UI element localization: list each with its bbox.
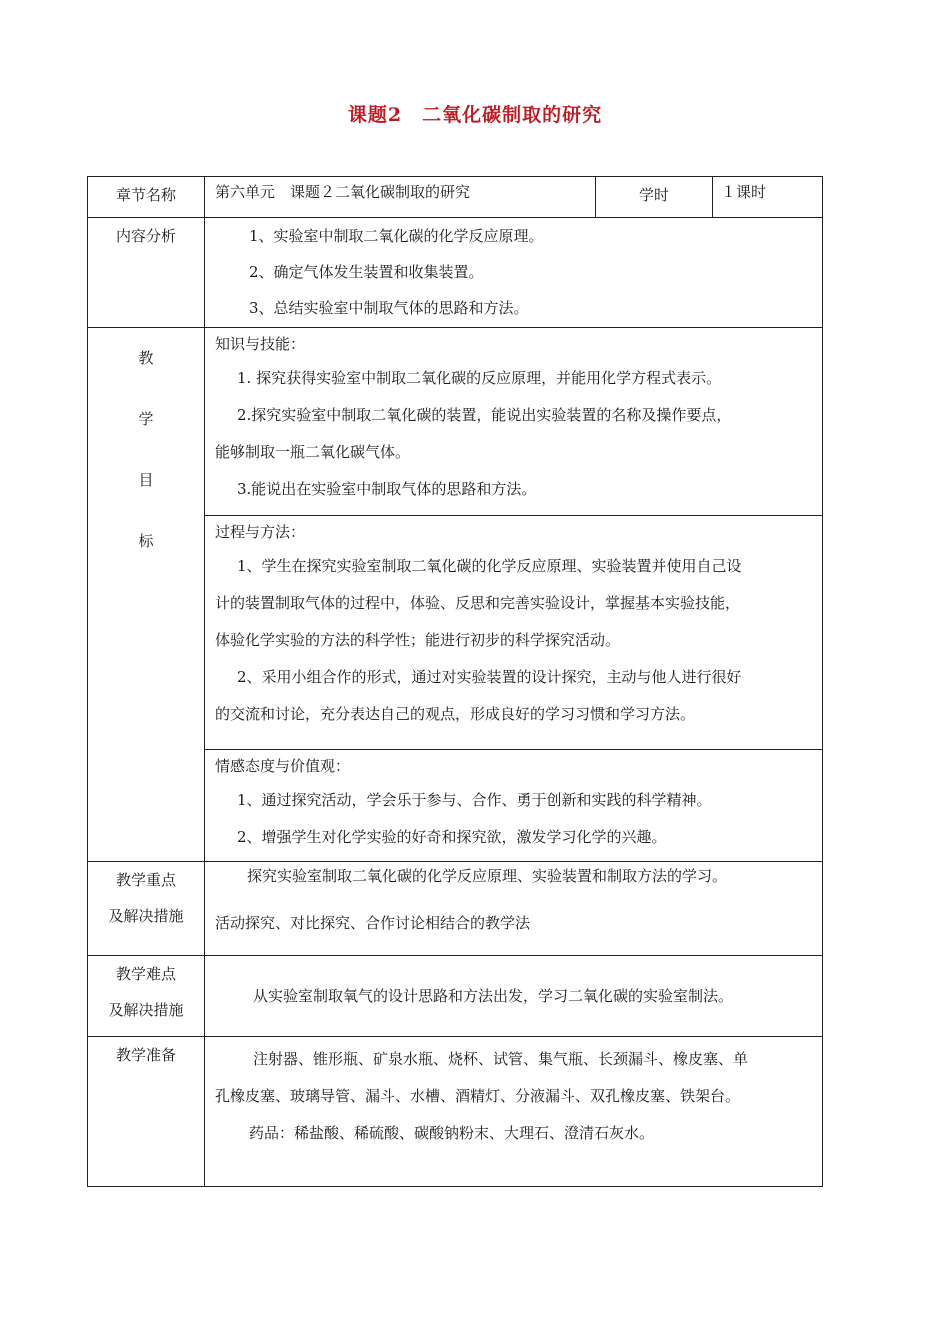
- keypoints-label-line-2: 及解决措施: [108, 907, 184, 925]
- hours-value-text: １课时: [721, 183, 767, 201]
- keypoints-label: [88, 862, 205, 956]
- preparation-line-1: 注射器、锥形瓶、矿泉水瓶、烧杯、试管、集气瓶、长颈漏斗、橡皮塞、单: [253, 1050, 749, 1068]
- chapter-row: [88, 177, 823, 218]
- attitude-item-1: 1、通过探究活动，学会乐于参与、合作、勇于创新和实践的科学精神。: [237, 791, 712, 809]
- lesson-plan-table: [87, 176, 823, 1187]
- knowledge-item-2b: 能够制取一瓶二氧化碳气体。: [215, 443, 411, 461]
- process-item-1b: 计的装置制取气体的过程中，体验、反思和完善实验设计，掌握基本实验技能，: [215, 594, 741, 612]
- process-cell: [205, 516, 823, 750]
- goals-label-char-4: 标: [138, 532, 154, 550]
- keypoints-row: [88, 862, 823, 956]
- goals-knowledge-row: [88, 328, 823, 516]
- process-item-1a: 1、学生在探究实验室制取二氧化碳的化学反应原理、实验装置并使用自己设: [237, 557, 742, 575]
- knowledge-cell: [205, 328, 823, 516]
- preparation-label: 教学准备: [88, 1037, 205, 1187]
- knowledge-heading: 知识与技能：: [215, 335, 306, 353]
- difficulties-line-1: 从实验室制取氧气的设计思路和方法出发，学习二氧化碳的实验室制法。: [253, 986, 734, 1005]
- content-item-3: 3、总结实验室中制取气体的思路和方法。: [249, 299, 529, 317]
- attitude-item-2: 2、增强学生对化学实验的好奇和探究欲，激发学习化学的兴趣。: [237, 828, 667, 846]
- difficulties-label-line-2: 及解决措施: [108, 1001, 184, 1019]
- content-item-2: 2、确定气体发生装置和收集装置。: [249, 263, 484, 281]
- attitude-cell: [205, 750, 823, 862]
- content-label: 内容分析: [88, 218, 205, 328]
- chapter-value-text: 第六单元 课题２二氧化碳制取的研究: [215, 183, 471, 201]
- process-item-2b: 的交流和讨论，充分表达自己的观点，形成良好的学习习惯和学习方法。: [215, 705, 696, 723]
- content-row: [88, 218, 823, 328]
- preparation-line-3: 药品：稀盐酸、稀硫酸、碳酸钠粉末、大理石、澄清石灰水。: [249, 1124, 655, 1142]
- process-heading: 过程与方法：: [215, 523, 306, 541]
- attitude-heading: 情感态度与价值观：: [215, 757, 351, 775]
- knowledge-item-1: 1. 探究获得实验室中制取二氧化碳的反应原理，并能用化学方程式表示。: [237, 369, 722, 387]
- goals-label-char-3: 目: [138, 471, 154, 489]
- content-item-1: 1、实验室中制取二氧化碳的化学反应原理。: [249, 227, 544, 245]
- difficulties-label-line-1: 教学难点: [115, 965, 176, 983]
- chapter-label: 章节名称: [88, 177, 205, 218]
- content-cell: [205, 218, 823, 328]
- difficulties-cell: [205, 956, 823, 1037]
- process-item-1c: 体验化学实验的方法的科学性；能进行初步的科学探究活动。: [215, 631, 621, 649]
- keypoints-cell: [205, 862, 823, 956]
- goals-label-char-1: 教: [138, 349, 154, 367]
- page-title: 课题2 二氧化碳制取的研究: [347, 104, 603, 126]
- keypoints-line-1: 探究实验室制取二氧化碳的化学反应原理、实验装置和制取方法的学习。: [247, 867, 728, 885]
- goals-label-char-2: 学: [138, 410, 154, 428]
- keypoints-label-line-1: 教学重点: [115, 871, 176, 889]
- difficulties-row: [88, 956, 823, 1037]
- process-item-2a: 2、采用小组合作的形式，通过对实验装置的设计探究，主动与他人进行很好: [237, 668, 742, 686]
- preparation-row: [88, 1037, 823, 1187]
- knowledge-item-3: 3.能说出在实验室中制取气体的思路和方法。: [237, 480, 537, 498]
- goals-label: [88, 328, 205, 862]
- preparation-cell: [205, 1037, 823, 1187]
- hours-label: 学时: [596, 177, 713, 218]
- knowledge-item-2a: 2.探究实验室中制取二氧化碳的装置，能说出实验装置的名称及操作要点，: [237, 406, 732, 424]
- hours-value: [713, 177, 823, 218]
- preparation-line-2: 孔橡皮塞、玻璃导管、漏斗、水槽、酒精灯、分液漏斗、双孔橡皮塞、铁架台。: [215, 1087, 741, 1105]
- keypoints-line-2: 活动探究、对比探究、合作讨论相结合的教学法: [215, 914, 531, 932]
- difficulties-label: [88, 956, 205, 1037]
- chapter-value: [205, 177, 596, 218]
